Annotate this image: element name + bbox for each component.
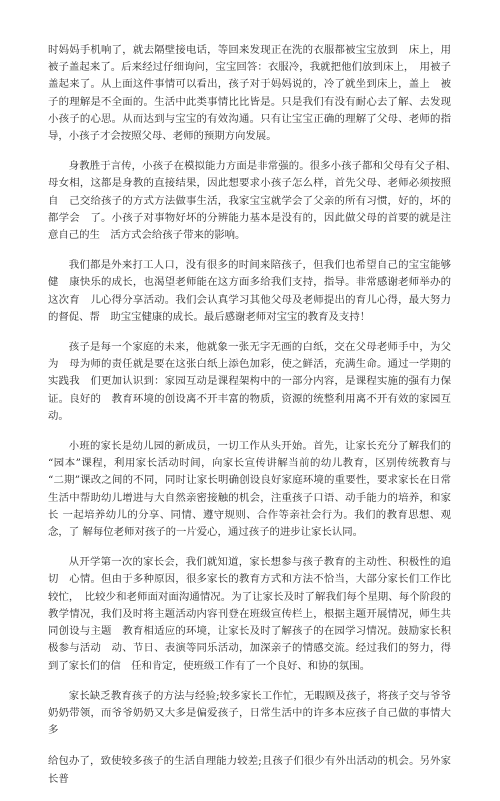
- paragraph-3: 我们都是外来打工人口，没有很多的时间来陪孩子，但我们也希望自己的宝宝能够健 康快乐的成长，也渴望老师能在这方面多给我们支持，指导。非常感谢老师举办的这次育 儿心得分享活动。我们会认真学习其他父母及老师提出的育儿心得，最大努力的督促、帮 助宝宝健康的成长。最后感谢老师对宝宝的教育及支持！: [48, 259, 451, 323]
- paragraph-2: 身教胜于言传，小孩子在模拟能力方面是非常强的。很多小孩子都和父母有父子相、 母女相，这都是身教的直接结果，因此想要求小孩子怎么样，首先父母、老师必须按照自 己交给孩子的方式方法做事生活，我家宝宝就学会了父亲的所有习惯，好的，坏的都学会 了。小孩子对事物好坏的分辨能力基本是没有的，因此做父母的首要的就是注意自己的生 活方式会给孩子带来的影响。: [48, 160, 462, 242]
- paragraph-6: 从开学第一次的家长会，我们就知道，家长想参与孩子教育的主动性、积极性的追切 心情。但由于多种原因，很多家长的教育方式和方法不恰当，大部分家长们工作比较忙， 比较少和老师面对面沟通情况。为了让家长及时了解我们每个星期、每个阶段的教学情况，我们及时将主题活动内容刊登在班级宣传栏上，根据主题开展情况，师生共同创设与主题 教育相适应的环境，让家长及时了解孩子的在园学习情况。鼓励家长积极参与活动 动、节日、表演等同乐活动，加深亲子的情感交流。经过我们的努力，得到了家长们的信 任和肯定，使班级工作有了一个良好、和协的氛围。: [48, 556, 451, 672]
- document-body: [48, 42, 462, 801]
- paragraph-7: 家长缺乏教育孩子的方法与经验;较多家长工作忙，无暇顾及孩子，将孩子交与爷爷 奶奶带领，而爷爷奶奶又大多是偏爱孩子，日常生活中的许多本应孩子自己做的事情大多: [48, 689, 451, 737]
- paragraph-1: 时妈妈手机响了，就去隔壁接电话，等回来发现正在洗的衣服都被宝宝放到 床上，用被子盖起来了。后来经过仔细询问，宝宝回答：衣服冷，我就把他们放到床上， 用被子盖起来了。从上面这件事情可以看出，孩子对于妈妈说的，冷了就坐到床上，盖上 被子的理解是不全面的。生活中此类事情比比皆是。只是我们有没有耐心去了解、去发现 小孩子的心思。从而达到与宝宝的有效沟通。只有让宝宝正确的理解了父母、老师的指导，小孩子才会按照父母、老师的预期方向发展。: [48, 44, 462, 143]
- paragraph-5: 小班的家长是幼儿园的新成员，一切工作从头开始。首先，让家长充分了解我们的 “园本”课程，利用家长活动时间，向家长宣传讲解当前的幼儿教育，区别传统教育与 “二期”课改之间的不同，同时让家长明确创设良好家庭环境的重要性，要求家长在日常 生活中帮助幼儿增进与大自然亲密接触的机会，注重孩子口语、动手能力的培养，和家长 一起培养幼儿的分享、同情、遵守规则、合作等亲社会行为。我们的教育思想、观念，了 解每位老师对孩子的一片爱心，通过孩子的进步让家长认同。: [48, 440, 451, 539]
- paragraph-4: 孩子是每一个家庭的未来，他就象一张无字无画的白纸，交在父母老师手中，为父为 母为师的责任就是要在这张白纸上添色加彩，使之鲜活，充满生命。通过一学期的实践我 们更加认识到：家园互动是课程架构中的一部分内容，是课程实施的强有力保证。良好的 教育环境的创设离不开丰富的物质，资源的统整利用离不开有效的家园互动。: [48, 341, 451, 422]
- paragraph-8: 给包办了，致使较多孩子的生活自理能力较差;且孩子们很少有外出活动的机会。另外家 长普: [48, 755, 451, 785]
